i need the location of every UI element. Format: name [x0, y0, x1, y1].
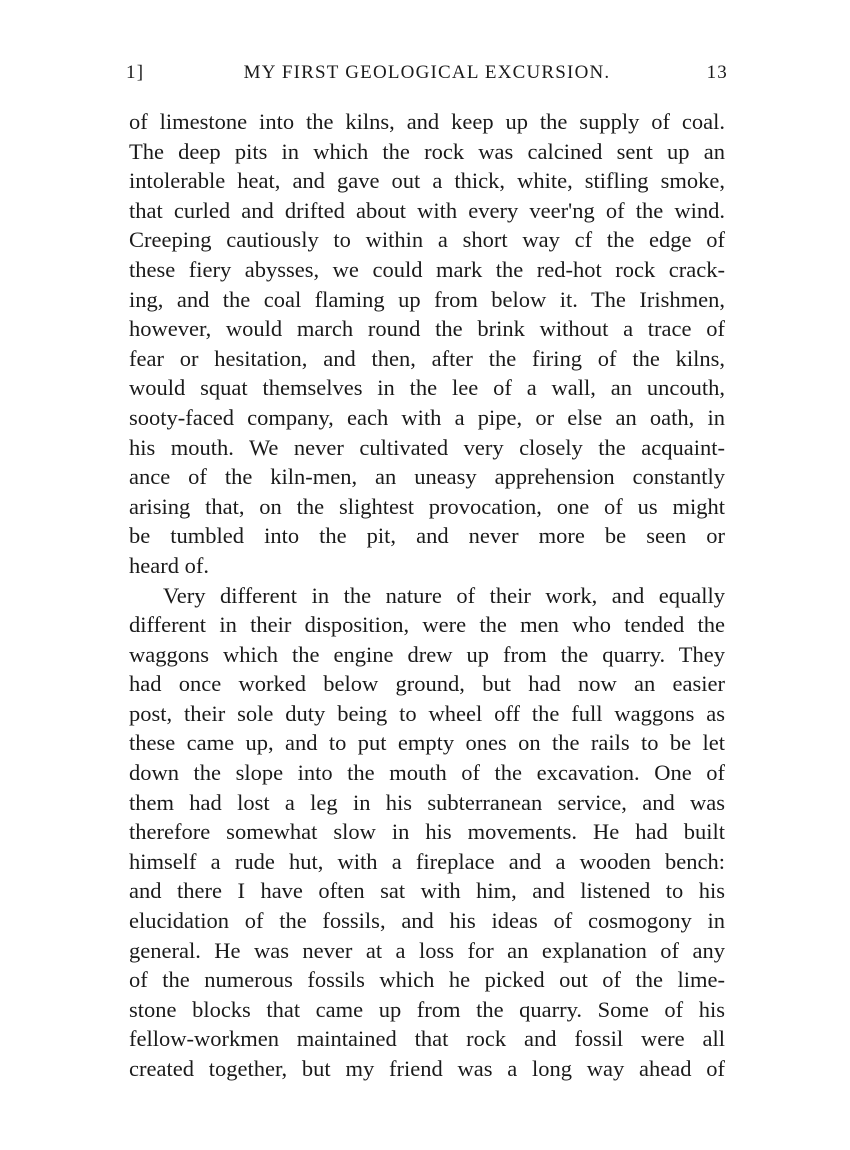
text-line: Very different in the nature of their work, and equally — [163, 582, 725, 608]
text-line: general. He was never at a loss for an explanation of any — [129, 937, 725, 963]
text-line: fear or hesitation, and then, after the firing of the kilns, — [129, 345, 725, 371]
text-line: created together, but my friend was a long way ahead of — [129, 1056, 725, 1081]
running-title: MY FIRST GEOLOGICAL EXCURSION. — [243, 62, 611, 83]
text-line: of limestone into the kilns, and keep up the supply of coal. — [129, 109, 725, 134]
text-line: these came up, and to put empty ones on the rails to be let — [129, 730, 725, 756]
running-head — [126, 62, 728, 88]
body-text — [129, 107, 725, 1084]
text-line: The deep pits in which the rock was calcined sent up an — [129, 138, 725, 164]
text-line: ing, and the coal flaming up from below it. The Irishmen, — [129, 286, 725, 312]
text-line: post, their sole duty being to wheel off the full waggons as — [129, 700, 725, 726]
text-line: arising that, on the slightest provocation, one of us might — [129, 493, 725, 519]
text-line: however, would march round the brink without a trace of — [129, 316, 725, 342]
text-line: had once worked below ground, but had now an easier — [129, 671, 725, 697]
chapter-mark: 1] — [126, 62, 145, 83]
text-line: ance of the kiln-men, an uneasy apprehension constantly — [129, 464, 725, 490]
paragraph-1 — [129, 107, 725, 581]
page-number: 13 — [706, 62, 728, 83]
text-line: elucidation of the fossils, and his ideas of cosmogony in — [129, 908, 725, 934]
paragraph-2 — [129, 581, 725, 1084]
text-line: therefore somewhat slow in his movements. He had built — [129, 819, 725, 845]
text-line: down the slope into the mouth of the excavation. One of — [129, 760, 725, 786]
text-line: be tumbled into the pit, and never more be seen or — [129, 523, 725, 549]
text-line: stone blocks that came up from the quarry. Some of his — [129, 996, 725, 1022]
text-line: different in their disposition, were the men who tended the — [129, 612, 725, 638]
text-line: and there I have often sat with him, and listened to his — [129, 878, 725, 904]
text-line: intolerable heat, and gave out a thick, white, stifling smoke, — [129, 168, 725, 194]
text-line: of the numerous fossils which he picked out of the lime- — [129, 967, 725, 993]
text-line: Creeping cautiously to within a short way cf the edge of — [129, 227, 725, 253]
text-line: sooty-faced company, each with a pipe, or else an oath, in — [129, 404, 725, 430]
text-line: that curled and drifted about with every veer'ng of the wind. — [129, 197, 725, 223]
text-line: them had lost a leg in his subterranean service, and was — [129, 789, 725, 815]
text-line: heard of. — [129, 552, 209, 578]
text-line: fellow-workmen maintained that rock and fossil were all — [129, 1026, 725, 1052]
text-line: himself a rude hut, with a fireplace and a wooden bench: — [129, 848, 725, 874]
text-line: waggons which the engine drew up from the quarry. They — [129, 641, 725, 667]
text-line: these fiery abysses, we could mark the red-hot rock crack- — [129, 256, 725, 282]
text-line: would squat themselves in the lee of a wall, an uncouth, — [129, 375, 725, 401]
text-line: his mouth. We never cultivated very closely the acquaint- — [129, 434, 725, 460]
